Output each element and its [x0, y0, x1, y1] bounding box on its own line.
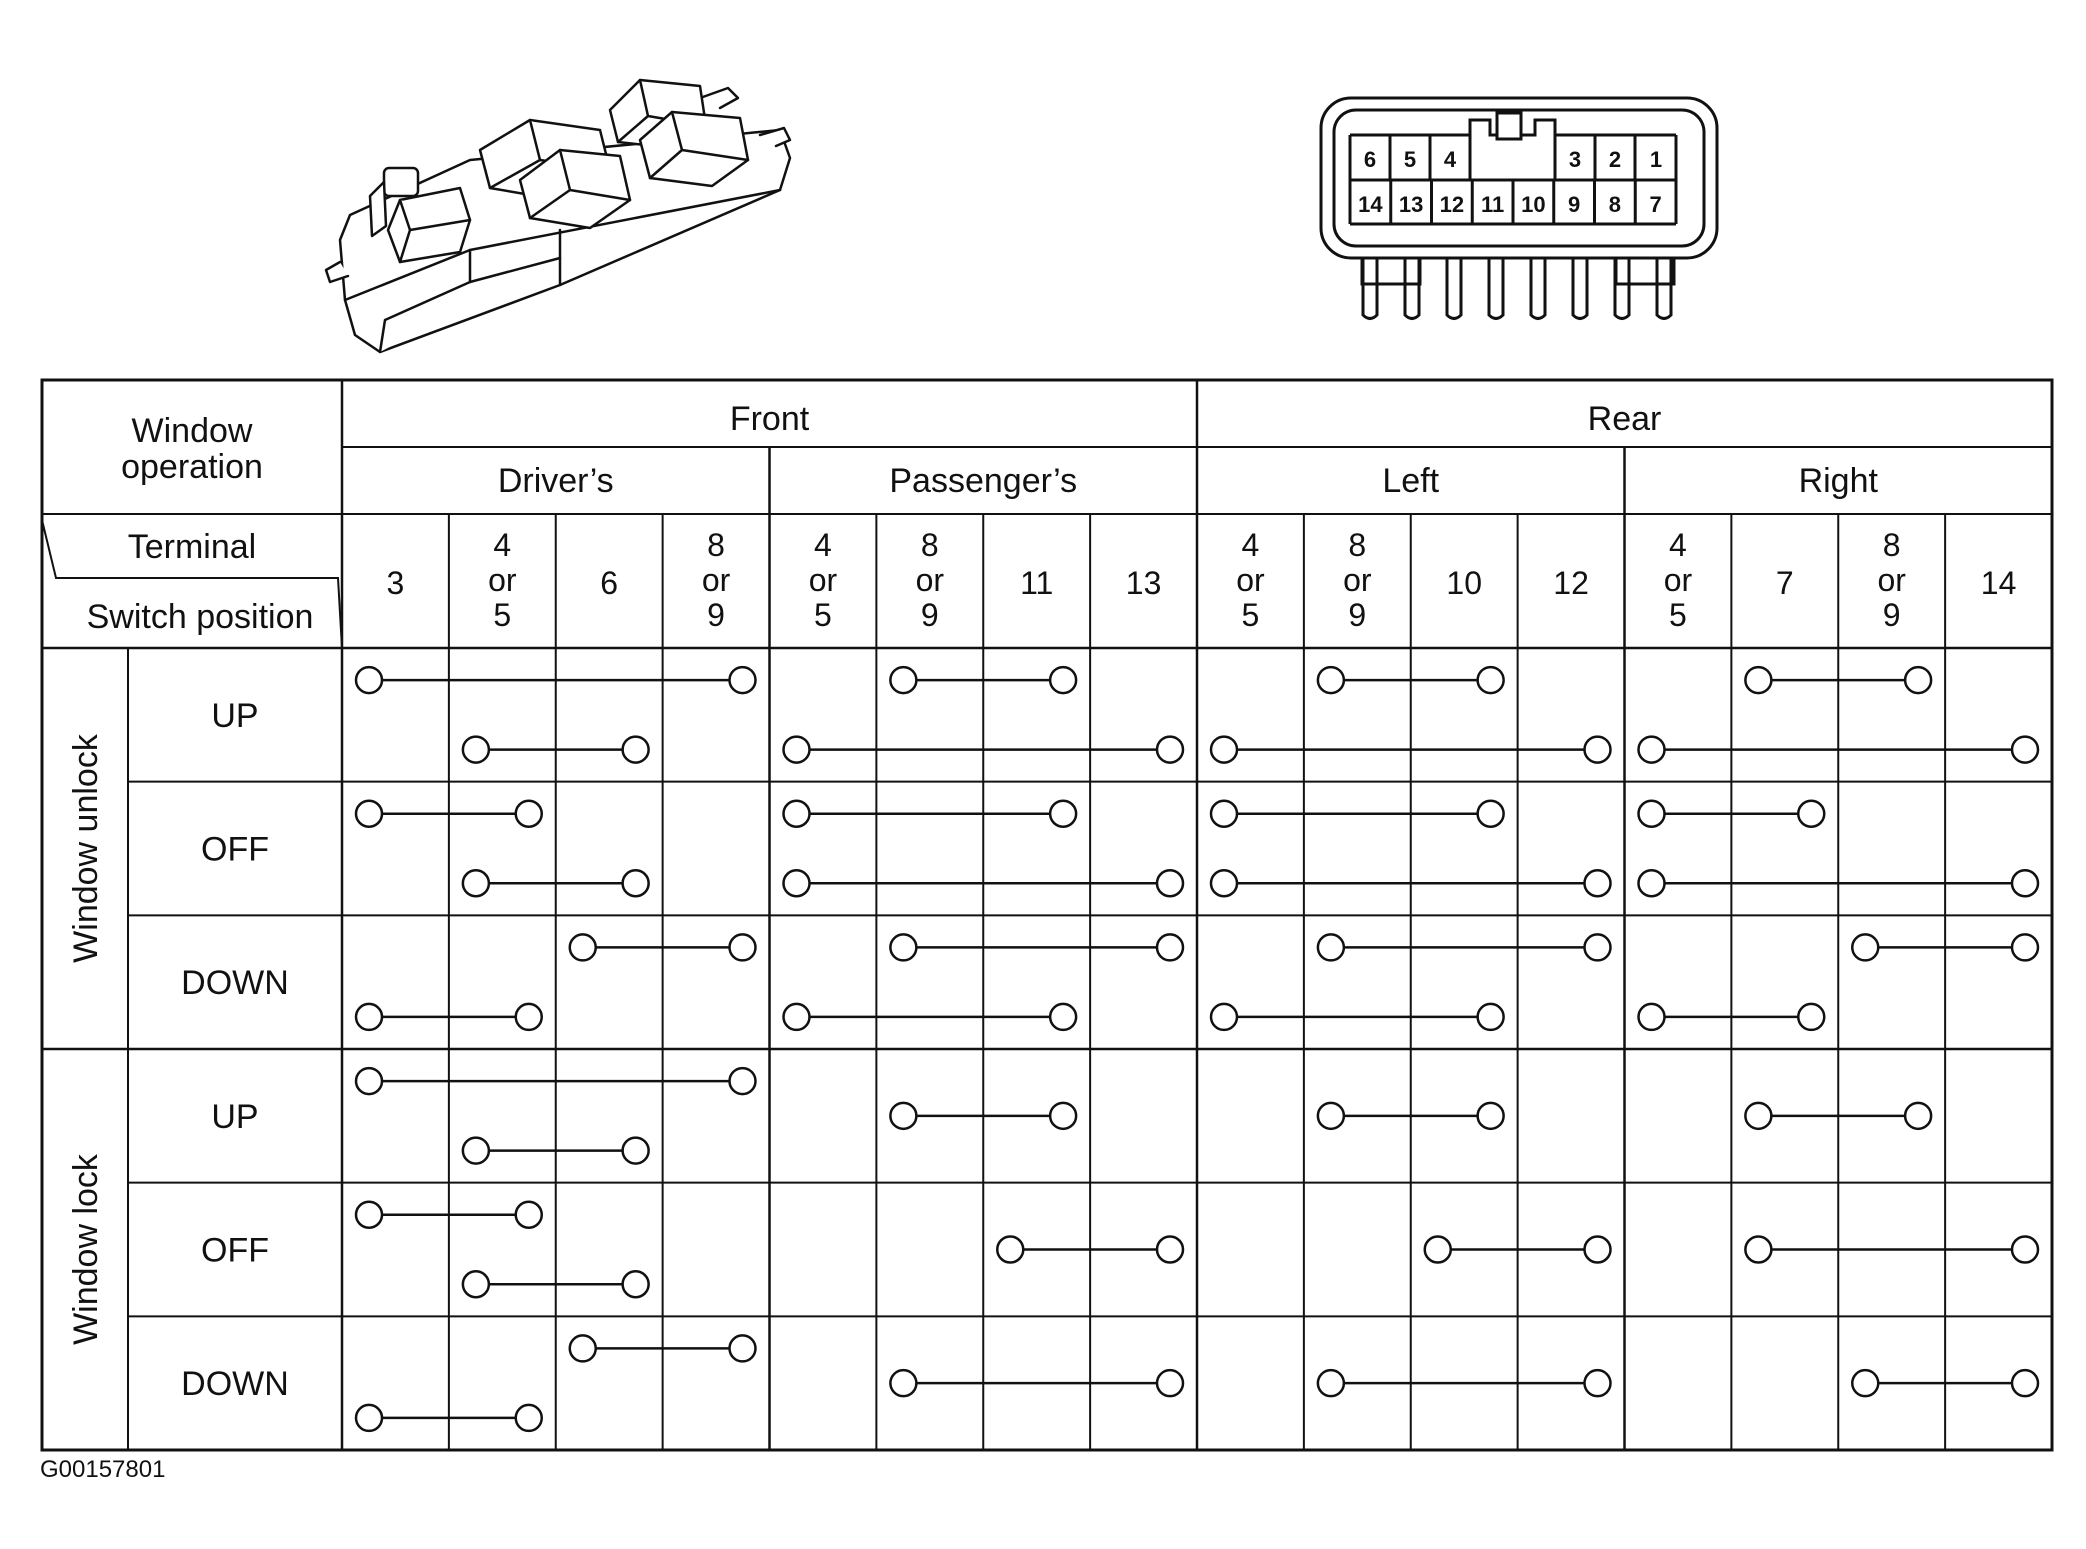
terminal-number: 5 — [814, 597, 832, 633]
connector-terminal-label: 3 — [1568, 147, 1582, 172]
terminal-circle — [356, 667, 382, 693]
switch-position-label: OFF — [201, 1231, 269, 1270]
terminal-circle — [1157, 737, 1183, 763]
terminal-circle — [356, 1068, 382, 1094]
continuity-table-text — [67, 400, 2016, 1403]
terminal-circle — [1157, 934, 1183, 960]
terminal-number: 7 — [1775, 565, 1794, 601]
switch-position-label: DOWN — [181, 964, 289, 1003]
terminal-circle — [1745, 1237, 1771, 1263]
terminal-circle — [2012, 1237, 2038, 1263]
connector-terminal-label: 13 — [1398, 192, 1424, 217]
terminal-number: 10 — [1446, 565, 1482, 601]
header-left: Left — [1382, 462, 1440, 500]
terminal-number: 8 — [1348, 527, 1367, 563]
terminal-number: 4 — [493, 527, 512, 563]
terminal-circle — [1478, 801, 1504, 827]
connector-terminal-label: 2 — [1608, 147, 1622, 172]
terminal-circle — [784, 870, 810, 896]
terminal-circle — [463, 737, 489, 763]
terminal-circle — [1745, 667, 1771, 693]
terminal-circle — [784, 737, 810, 763]
terminal-number: or — [1236, 562, 1265, 598]
terminal-circle — [1157, 870, 1183, 896]
terminal-circle — [1211, 1004, 1237, 1030]
terminal-number: or — [808, 562, 838, 598]
terminal-circle — [570, 1335, 596, 1361]
terminal-circle — [730, 1068, 756, 1094]
terminal-circle — [1585, 1237, 1611, 1263]
continuity-connection — [1318, 934, 1611, 960]
continuity-connection — [1211, 801, 1504, 827]
connector-terminal-label: 5 — [1403, 147, 1417, 172]
terminal-circle — [1798, 1004, 1824, 1030]
terminal-circle — [1585, 934, 1611, 960]
terminal-number: 12 — [1553, 565, 1589, 601]
terminal-circle — [623, 870, 649, 896]
terminal-number: or — [915, 562, 945, 598]
terminal-circle — [1745, 1103, 1771, 1129]
terminal-number: 13 — [1125, 565, 1162, 601]
switch-position-label: OFF — [201, 830, 269, 869]
terminal-number: 9 — [920, 597, 939, 633]
terminal-circle — [1318, 667, 1344, 693]
connector-terminal-label: 9 — [1568, 192, 1581, 217]
terminal-number: 9 — [1882, 597, 1901, 633]
switch-position-label: UP — [211, 1097, 259, 1136]
terminal-number: 3 — [386, 565, 405, 601]
header-terminal: Terminal — [127, 528, 257, 566]
header-drivers: Driver’s — [497, 462, 614, 500]
terminal-number: 11 — [1020, 565, 1054, 601]
terminal-circle — [1425, 1237, 1451, 1263]
terminal-circle — [1639, 870, 1665, 896]
switch-position-label: UP — [211, 696, 259, 735]
header-front: Front — [729, 400, 810, 438]
terminal-circle — [1852, 934, 1878, 960]
terminal-circle — [356, 801, 382, 827]
group-label: Window lock — [67, 1154, 105, 1345]
continuity-connection — [1318, 1370, 1611, 1396]
terminal-circle — [2012, 870, 2038, 896]
terminal-circle — [2012, 934, 2038, 960]
continuity-connection — [890, 934, 1183, 960]
terminal-circle — [623, 1271, 649, 1297]
terminal-circle — [890, 1103, 916, 1129]
terminal-number: 5 — [493, 597, 512, 633]
terminal-circle — [623, 1138, 649, 1164]
header-right: Right — [1798, 462, 1878, 500]
connector-terminal-label: 6 — [1363, 147, 1377, 172]
connector-terminal-label: 12 — [1439, 192, 1465, 217]
window-master-switch-illustration — [326, 80, 790, 352]
terminal-circle — [730, 934, 756, 960]
terminal-circle — [463, 870, 489, 896]
header-passengers: Passenger’s — [889, 462, 1078, 500]
terminal-circle — [516, 1405, 542, 1431]
terminal-circle — [1798, 801, 1824, 827]
connector-terminal-label: 11 — [1480, 192, 1505, 217]
terminal-circle — [890, 1370, 916, 1396]
switch-position-label: DOWN — [181, 1365, 289, 1404]
terminal-number: 8 — [707, 527, 725, 563]
terminal-circle — [2012, 737, 2038, 763]
terminal-number: 14 — [1980, 565, 2017, 601]
terminal-number: 5 — [1241, 597, 1260, 633]
terminal-circle — [997, 1237, 1023, 1263]
terminal-circle — [730, 667, 756, 693]
terminal-number: 9 — [707, 597, 725, 633]
terminal-circle — [1050, 1004, 1076, 1030]
terminal-circle — [890, 934, 916, 960]
terminal-circle — [1478, 667, 1504, 693]
header-switch-position: Switch position — [86, 598, 314, 636]
group-label: Window unlock — [67, 734, 105, 963]
header-window-operation: operation — [121, 448, 263, 486]
terminal-circle — [516, 1202, 542, 1228]
terminal-number: or — [701, 562, 731, 598]
terminal-number: or — [1343, 562, 1372, 598]
terminal-circle — [1585, 1370, 1611, 1396]
terminal-circle — [1050, 801, 1076, 827]
terminal-number: or — [1663, 562, 1693, 598]
terminal-circle — [356, 1004, 382, 1030]
terminal-number: 5 — [1669, 597, 1687, 633]
terminal-circle — [570, 934, 596, 960]
terminal-circle — [1318, 1370, 1344, 1396]
terminal-circle — [1639, 801, 1665, 827]
header-window-operation: Window — [131, 412, 253, 450]
continuity-table — [42, 380, 2052, 1450]
terminal-number: 4 — [1669, 527, 1687, 563]
terminal-circle — [1639, 1004, 1665, 1030]
terminal-number: 4 — [814, 527, 832, 563]
terminal-circle — [1211, 737, 1237, 763]
terminal-circle — [516, 1004, 542, 1030]
terminal-number: or — [1877, 562, 1906, 598]
connector-terminal-label: 8 — [1608, 192, 1621, 217]
terminal-circle — [1157, 1370, 1183, 1396]
terminal-number: 8 — [1882, 527, 1901, 563]
terminal-number: 4 — [1241, 527, 1260, 563]
terminal-circle — [784, 801, 810, 827]
terminal-number: 9 — [1348, 597, 1367, 633]
connector-terminal-label: 10 — [1521, 192, 1546, 217]
terminal-circle — [516, 801, 542, 827]
terminal-circle — [356, 1405, 382, 1431]
terminal-circle — [784, 1004, 810, 1030]
figure-code: G00157801 — [40, 1456, 166, 1483]
terminal-circle — [1211, 870, 1237, 896]
continuity-connection — [784, 1004, 1077, 1030]
terminal-number: 6 — [600, 565, 619, 601]
connector-terminal-label: 4 — [1443, 147, 1457, 172]
terminal-number: or — [488, 562, 517, 598]
continuity-connection — [1745, 1237, 2038, 1263]
terminal-circle — [1905, 1103, 1931, 1129]
terminal-circle — [1639, 737, 1665, 763]
terminal-circle — [1318, 934, 1344, 960]
header-rear: Rear — [1587, 400, 1662, 438]
terminal-number: 8 — [920, 527, 939, 563]
connector-terminal-label: 1 — [1649, 147, 1663, 172]
terminal-circle — [1478, 1004, 1504, 1030]
terminal-circle — [1905, 667, 1931, 693]
terminal-circle — [1318, 1103, 1344, 1129]
continuity-connection — [784, 801, 1077, 827]
terminal-circle — [1478, 1103, 1504, 1129]
terminal-circle — [623, 737, 649, 763]
terminal-circle — [463, 1138, 489, 1164]
terminal-circle — [890, 667, 916, 693]
terminal-circle — [2012, 1370, 2038, 1396]
terminal-circle — [1157, 1237, 1183, 1263]
connector-terminal-numbers — [1358, 147, 1662, 217]
connector-terminal-label: 14 — [1358, 192, 1383, 217]
terminal-circle — [463, 1271, 489, 1297]
terminal-circle — [1852, 1370, 1878, 1396]
terminal-circle — [1585, 737, 1611, 763]
connector-terminal-label: 7 — [1649, 192, 1662, 217]
terminal-circle — [1050, 1103, 1076, 1129]
terminal-circle — [1211, 801, 1237, 827]
continuity-connection — [890, 1370, 1183, 1396]
terminal-circle — [730, 1335, 756, 1361]
continuity-connection — [1211, 1004, 1504, 1030]
terminal-circle — [1050, 667, 1076, 693]
terminal-circle — [356, 1202, 382, 1228]
terminal-circle — [1585, 870, 1611, 896]
